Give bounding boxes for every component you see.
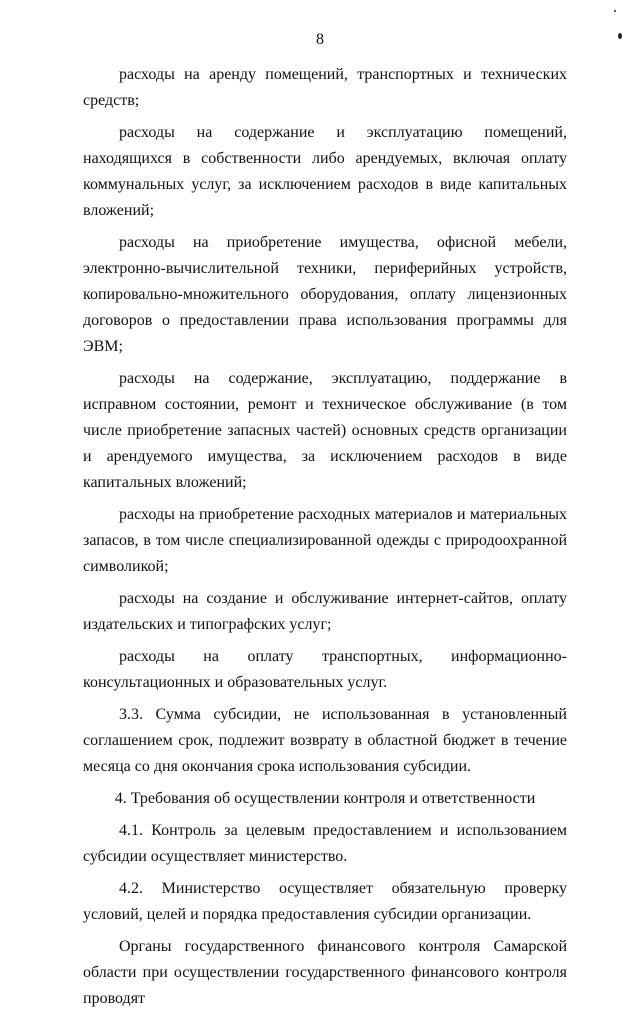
paragraph-rent-expenses: расходы на аренду помещений, транспортных и технических средств;: [83, 66, 567, 109]
scan-speck: [618, 33, 622, 39]
paragraph-repair-maintenance: расходы на содержание, эксплуатацию, поддержание в исправном состоянии, ремонт и техническое обслуживание (в том числе приобретение запасных частей) основных средств организации и арендуемого имущества, за исключением расходов в виде капитальных вложений;: [83, 370, 567, 491]
section-heading-4: 4. Требования об осуществлении контроля и ответственности: [114, 790, 536, 807]
paragraph-3-3: 3.3. Сумма субсидии, не использованная в установленный соглашением срок, подлежит возврату в областной бюджет в течение месяца со дня окончания срока использования субсидии.: [83, 706, 567, 775]
paragraph-maintenance-premises: расходы на содержание и эксплуатацию помещений, находящихся в собственности либо арендуемых, включая оплату коммунальных услуг, за исключением расходов в виде капитальных вложений;: [83, 124, 567, 219]
page-number: 8: [316, 31, 324, 48]
paragraph-websites: расходы на создание и обслуживание интернет-сайтов, оплату издательских и типографских услуг;: [83, 590, 567, 633]
paragraph-financial-control: Органы государственного финансового контроля Самарской области при осуществлении государственного финансового контроля проводят: [83, 938, 567, 1007]
paragraph-4-2: 4.2. Министерство осуществляет обязательную проверку условий, целей и порядка предоставления субсидии организации.: [83, 880, 567, 923]
paragraph-property-acquisition: расходы на приобретение имущества, офисной мебели, электронно-вычислительной техники, периферийных устройств, копировально-множительного оборудования, оплату лицензионных договоров о предоставлении права использования программы для ЭВМ;: [83, 234, 567, 355]
scan-speck: [614, 10, 616, 12]
paragraph-services: расходы на оплату транспортных, информационно-консультационных и образовательных услуг.: [83, 648, 567, 691]
paragraph-materials: расходы на приобретение расходных материалов и материальных запасов, в том числе специализированной одежды с природоохранной символикой;: [83, 506, 567, 575]
paragraph-4-1: 4.1. Контроль за целевым предоставлением и использованием субсидии осуществляет министерство.: [83, 822, 567, 865]
document-body: [83, 62, 567, 1018]
